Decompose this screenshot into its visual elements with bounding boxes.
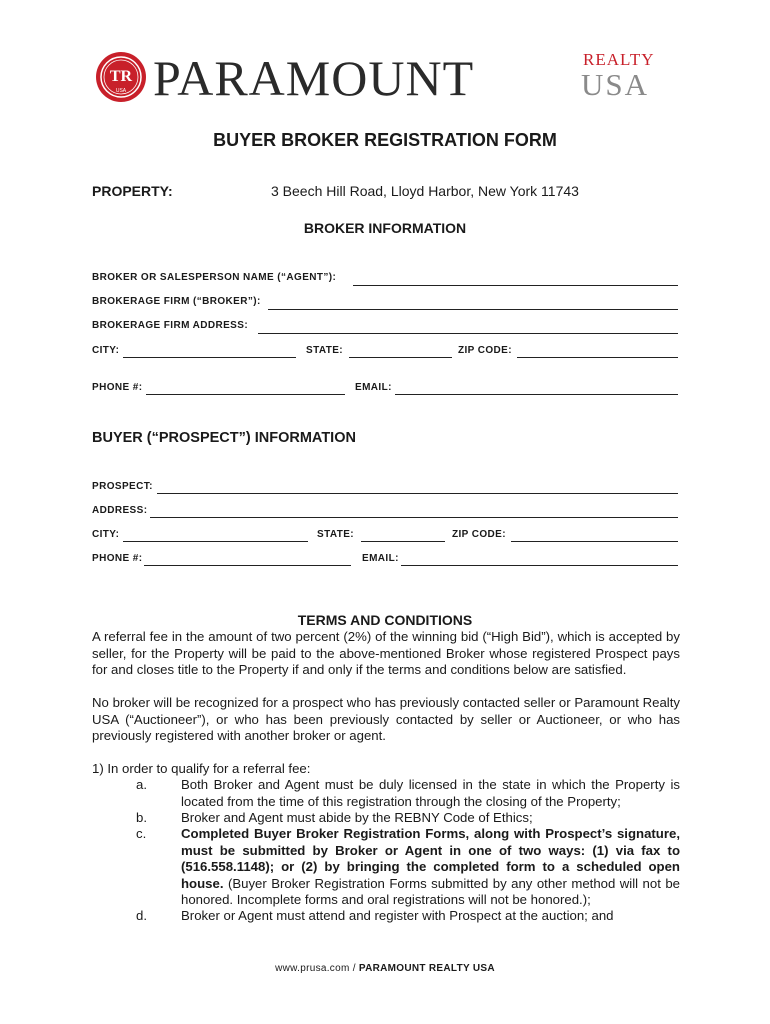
list-item-b-text: Broker and Agent must abide by the REBNY Code of Ethics; <box>181 810 533 825</box>
svg-text:TR: TR <box>109 68 133 85</box>
list-item-a-letter: a. <box>136 777 147 792</box>
prospect-address-field[interactable] <box>150 517 678 518</box>
page-footer <box>0 963 770 974</box>
broker-phone-field[interactable] <box>146 394 345 395</box>
terms-paragraph-recognition: No broker will be recognized for a prospect who has previously contacted seller or Paramount Realty USA (“Auctioneer”), or who has been previously contacted by seller or Auctioneer, or who has previously registered with another broker or agent. <box>92 695 680 743</box>
buyer-section-heading: BUYER (“PROSPECT”) INFORMATION <box>92 430 356 446</box>
broker-zip-field[interactable] <box>517 357 678 358</box>
broker-city-field[interactable] <box>123 357 296 358</box>
logo-seal-icon <box>95 51 147 103</box>
broker-city-label: CITY: <box>92 345 120 356</box>
list-item-d-letter: d. <box>136 908 147 923</box>
list-item-c <box>181 826 680 909</box>
prospect-city-field[interactable] <box>123 541 308 542</box>
prospect-state-field[interactable] <box>361 541 445 542</box>
logo-wordmark: PARAMOUNT <box>153 50 475 106</box>
terms-paragraph-referral-fee: A referral fee in the amount of two percent (2%) of the winning bid (“High Bid”), which is accepted by seller, for the Property will be paid to the above-mentioned Broker whose registered Prospect pays for and closes title to the Property if and only if the terms and conditions below are satisfied. <box>92 629 680 677</box>
terms-list-intro: 1) In order to qualify for a referral fee: <box>92 761 311 776</box>
prospect-address-label: ADDRESS: <box>92 505 148 516</box>
footer-url[interactable]: www.prusa.com <box>275 963 350 974</box>
prospect-city-label: CITY: <box>92 529 120 540</box>
list-item-b-letter: b. <box>136 810 147 825</box>
broker-phone-label: PHONE #: <box>92 382 143 393</box>
form-title: BUYER BROKER REGISTRATION FORM <box>213 130 557 150</box>
prospect-email-label: EMAIL: <box>362 553 399 564</box>
agent-name-field[interactable] <box>353 285 678 286</box>
prospect-email-field[interactable] <box>401 565 678 566</box>
property-label: PROPERTY: <box>92 183 173 199</box>
brokerage-firm-label: BROKERAGE FIRM (“BROKER”): <box>92 296 261 307</box>
agent-name-label: BROKER OR SALESPERSON NAME (“AGENT”): <box>92 272 337 283</box>
svg-text:USA: USA <box>115 88 127 94</box>
broker-section-heading: BROKER INFORMATION <box>303 220 467 236</box>
prospect-label: PROSPECT: <box>92 481 153 492</box>
prospect-zip-field[interactable] <box>511 541 678 542</box>
prospect-field[interactable] <box>157 493 678 494</box>
terms-heading: TERMS AND CONDITIONS <box>297 612 473 628</box>
broker-email-label: EMAIL: <box>355 382 392 393</box>
brokerage-address-field[interactable] <box>258 333 678 334</box>
logo-realty: REALTY <box>583 50 655 69</box>
broker-email-field[interactable] <box>395 394 678 395</box>
broker-state-label: STATE: <box>306 345 344 356</box>
list-item-d-text: Broker or Agent must attend and register with Prospect at the auction; and <box>181 908 614 923</box>
list-item-c-letter: c. <box>136 826 147 841</box>
prospect-state-label: STATE: <box>317 529 355 540</box>
broker-state-field[interactable] <box>349 357 452 358</box>
brokerage-firm-field[interactable] <box>268 309 678 310</box>
prospect-phone-field[interactable] <box>144 565 351 566</box>
prospect-phone-label: PHONE #: <box>92 553 143 564</box>
property-address: 3 Beech Hill Road, Lloyd Harbor, New York 11743 <box>271 183 579 199</box>
broker-zip-label: ZIP CODE: <box>458 345 512 356</box>
prospect-zip-label: ZIP CODE: <box>452 529 506 540</box>
footer-company-name: PARAMOUNT REALTY USA <box>358 963 495 974</box>
company-logo <box>95 48 675 108</box>
logo-usa: USA <box>581 67 650 102</box>
list-item-a-text: Both Broker and Agent must be duly licensed in the state in which the Property is located from the time of this registration through the closing of the Property; <box>181 777 680 809</box>
brokerage-address-label: BROKERAGE FIRM ADDRESS: <box>92 320 249 331</box>
footer-separator: / <box>349 963 359 974</box>
list-item-c-bold-text: Completed Buyer Broker Registration Forms, along with Prospect’s signature, must be submitted by Broker or Agent in one of two ways: (1) via fax to (516.558.1148); or (2) by bringing the completed form to a scheduled open house. <box>181 826 680 891</box>
list-item-c-text: (Buyer Broker Registration Forms submitted by any other method will not be honored. Incomplete forms and oral registrations will not be honored.); <box>181 875 680 907</box>
